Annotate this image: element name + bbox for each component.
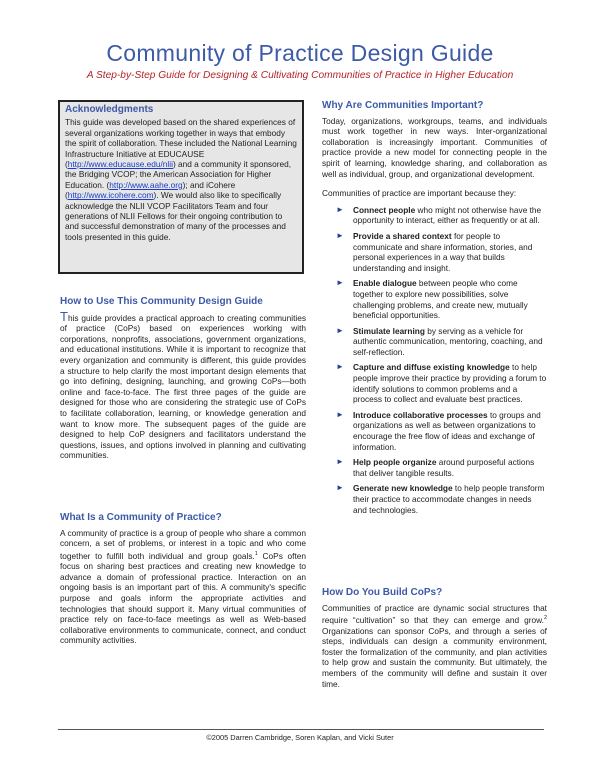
why-important-intro: Today, organizations, workgroups, teams, and individuals must work together in new ways. Inter-organizational collaboration is increasingly important. Communities of practice provide a new model for connecting people in the spirit of learning, knowledge sharing, and collaboration as well as individual, group, and organizational development.	[322, 115, 547, 179]
educause-link[interactable]: http://www.educause.edu/nlii	[67, 159, 173, 170]
list-item: ► Introduce collaborative processes to groups and organizations as well as between organizations to encourage the free flow of ideas and exchange of information.	[336, 409, 541, 452]
why-important-lead-in: Communities of practice are important because they:	[322, 188, 517, 199]
icohere-link[interactable]: http://www.icohere.com	[67, 190, 154, 201]
list-item: ► Connect people who might not otherwise have the opportunity to interact, either as frequently or at all.	[336, 204, 542, 226]
list-item: ► Provide a shared context for people to communicate and share information, stories, and personal experiences in a way that builds understanding and insight.	[336, 230, 533, 273]
triangle-right-icon: ►	[336, 409, 344, 419]
acknowledgments-heading: Acknowledgments	[65, 104, 154, 115]
triangle-right-icon: ►	[336, 457, 344, 467]
how-to-use-heading: How to Use This Community Design Guide	[60, 296, 263, 307]
triangle-right-icon: ►	[336, 204, 344, 214]
aahe-link[interactable]: http://www.aahe.org	[109, 179, 183, 190]
triangle-right-icon: ►	[336, 483, 344, 493]
how-build-heading: How Do You Build CoPs?	[322, 587, 443, 598]
list-item: ► Capture and diffuse existing knowledge to help people improve their practice by providing a forum to identify solutions to common problems and a process to collect and evaluate best practices.	[336, 362, 547, 405]
why-important-section	[322, 101, 547, 520]
page-subtitle: A Step-by-Step Guide for Designing & Cultivating Communities of Practice in Higher Education	[86, 70, 514, 81]
page-title: Community of Practice Design Guide	[106, 40, 494, 66]
footnote-2: 2	[543, 615, 547, 622]
what-is-text: A community of practice is a group of people who share a common concern, a set of problems, or interest in a topic and who come together to fulfill both individual and group goals.$^1$ CoPs often focus on sharing best practices and creating new knowledge to advance a domain of professional practice. Interaction on an ongoing basis is an important part of this. A community's specific purpose and goals inform the appropriate activities and technologies that should support it. Many virtual communities of practice rely on face-to-face meetings as well as Web-based collaborative environments to communicate, connect, and conduct community activities.	[60, 527, 306, 646]
how-to-use-text: This guide provides a practical approach to creating communities of practice (CoPs) based on experiences working with corporations, nonprofits, associations, government organizations, and educational institutions. While it is important to recognize that every organization and community is different, this guide provides a structure to help clarify the most important design elements that go into defining, designing, launching, and growing CoPs—both online and face-to-face. The first three pages of the guide are designed for those who are considering the strategic use of CoPs to facilitate collaboration, learning, or knowledge generation and want to know more. The subsequent pages of the guide are designed to help CoP designers and facilitators understand the questions, issues, and options involved in planning and cultivating communities.	[60, 308, 306, 461]
acknowledgments-text: This guide was developed based on the shared experiences of several organizations working together in ways that embody the spirit of collaboration. These included the National Learning Infrastructure Initiative at EDUCAUSE (http://www.educause.edu/nlii) and a community it sponsored, the Bridging VCOP; the American Association for Higher Education. (http://www.aahe.org); and iCohere (http://www.icohere.com). We would also like to specifically acknowledge the NLII VCOP Facilitators Team and four generations of NLII Fellows for their ongoing contribution to and successful demonstration of many of the processes and tools presented in this guide.	[65, 117, 297, 242]
what-is-heading: What Is a Community of Practice?	[60, 512, 222, 523]
why-important-heading: Why Are Communities Important?	[322, 100, 484, 111]
footer-copyright: ©2005 Darren Cambridge, Soren Kaplan, and Vicki Suter	[206, 733, 394, 742]
footnote-1: 1	[254, 550, 258, 557]
how-to-use-section	[60, 297, 306, 461]
benefits-list	[336, 205, 547, 515]
list-item: ► Help people organize around purposeful actions that deliver tangible results.	[336, 457, 535, 478]
how-build-text: Communities of practice are dynamic social structures that require “cultivation” so that they can emerge and grow.$^2$ Organizations can sponsor CoPs, and through a series of steps, individuals can design a community environment, foster the formalization of the community, and plan activities to help grow and sustain the community. But ultimately, the members of the community will define and sustain it over time.	[322, 602, 547, 689]
triangle-right-icon: ►	[336, 362, 344, 372]
acknowledgments-box	[58, 100, 304, 274]
triangle-right-icon: ►	[336, 325, 344, 335]
footer-divider	[58, 729, 544, 730]
how-build-section	[322, 588, 547, 689]
list-item: ► Stimulate learning by serving as a vehicle for authentic communication, mentoring, coaching, and self-reflection.	[336, 325, 543, 357]
list-item: ► Generate new knowledge to help people transform their practice to accommodate changes in needs and technologies.	[336, 483, 545, 515]
triangle-right-icon: ►	[336, 278, 344, 288]
drop-cap: T	[60, 308, 68, 324]
what-is-section	[60, 513, 306, 646]
list-item: ► Enable dialogue between people who come together to explore new possibilities, solve challenging problems, and create new, mutually beneficial opportunities.	[336, 278, 528, 321]
triangle-right-icon: ►	[336, 230, 344, 240]
